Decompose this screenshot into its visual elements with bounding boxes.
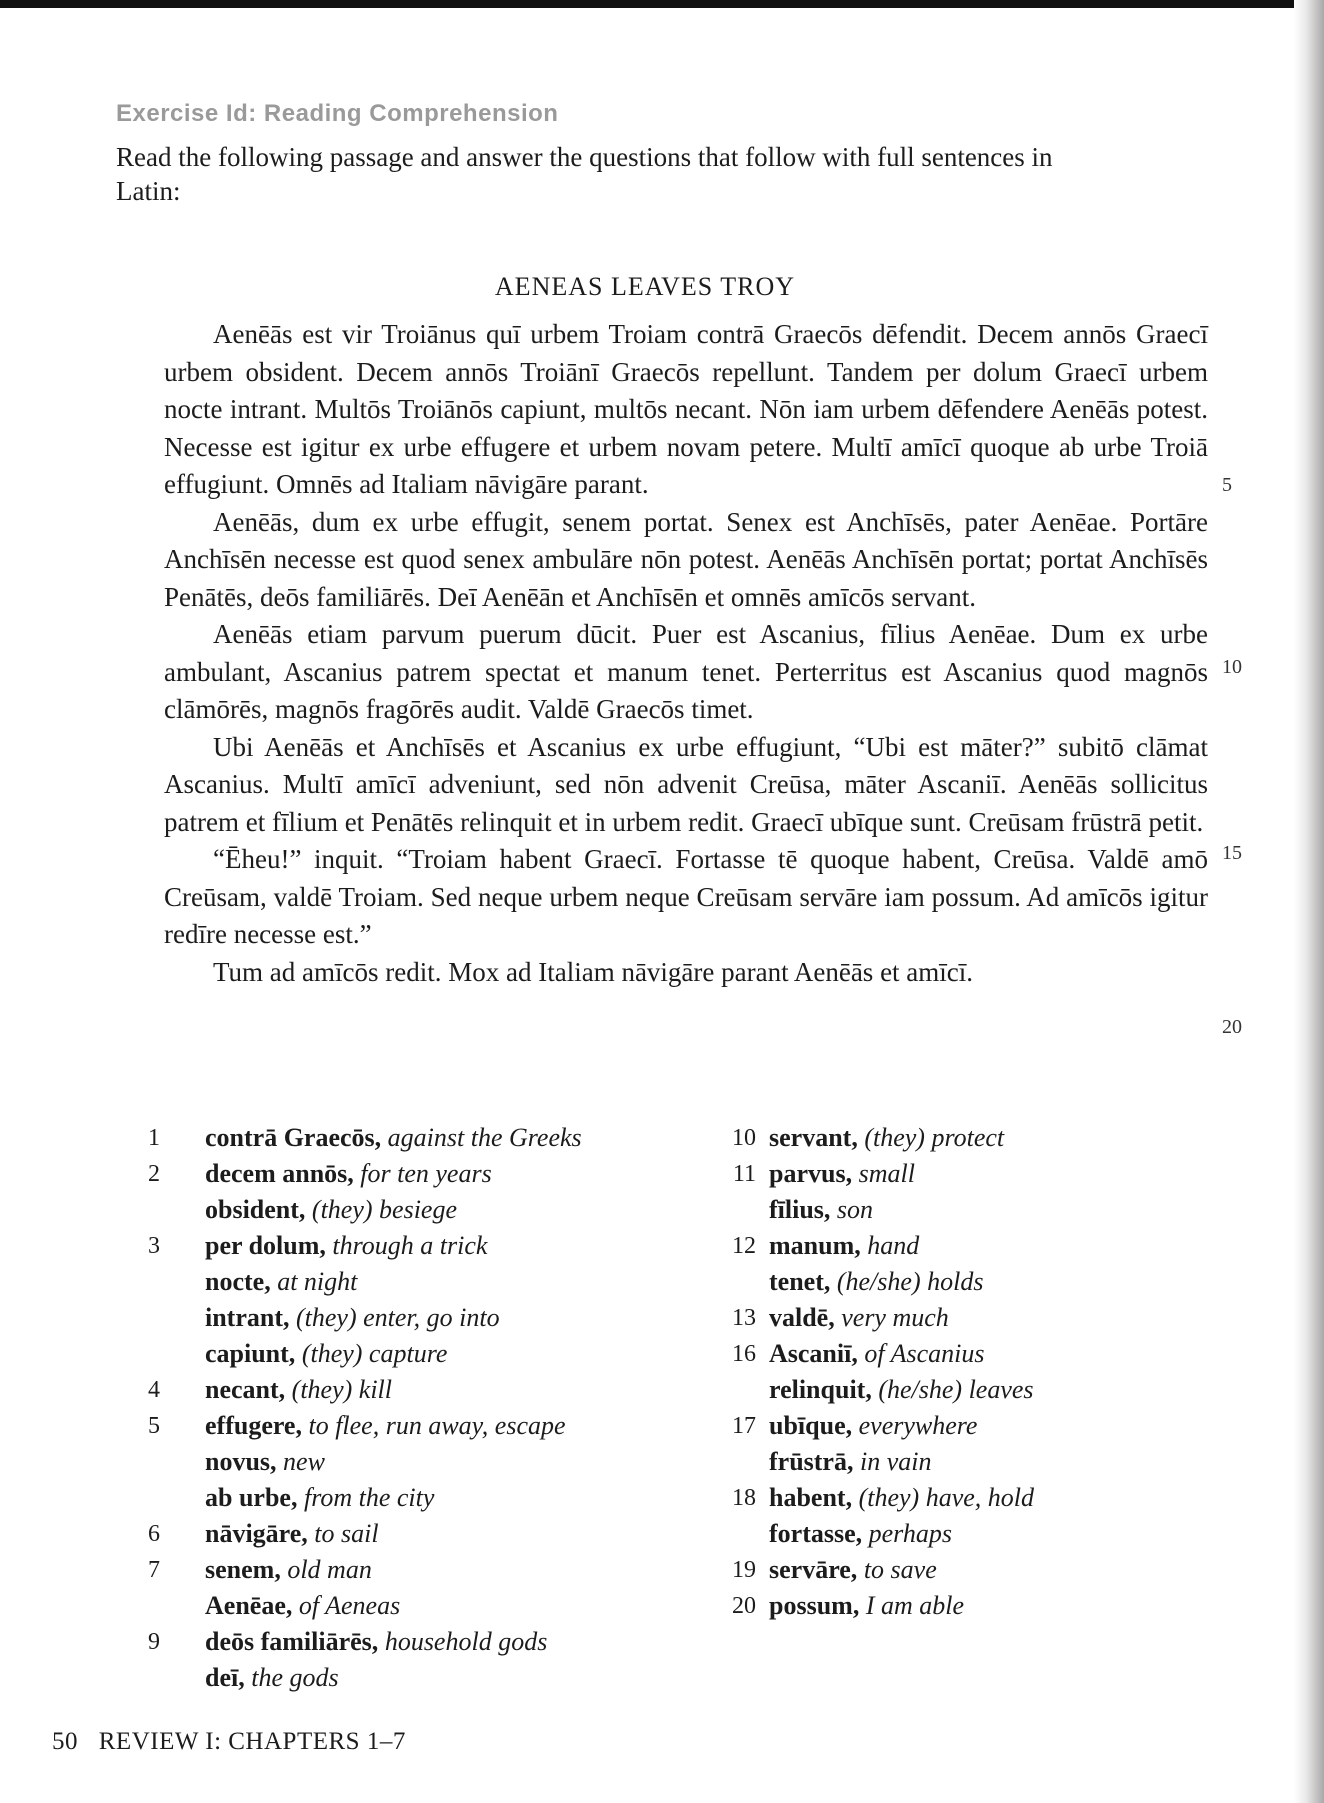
page-number: 50	[52, 1728, 78, 1755]
glossary-item	[205, 1588, 400, 1624]
glossary-term: nocte,	[205, 1267, 271, 1296]
glossary-item	[205, 1552, 400, 1588]
glossary-line-ref: 17	[732, 1413, 756, 1439]
glossary-meaning: new	[283, 1447, 325, 1476]
glossary-term: possum,	[769, 1591, 860, 1620]
glossary-terms	[769, 1228, 983, 1300]
glossary-terms	[769, 1300, 949, 1336]
glossary-terms	[769, 1588, 964, 1624]
glossary-meaning: very much	[841, 1303, 949, 1332]
glossary-item	[769, 1588, 964, 1624]
glossary-meaning: (he/she) holds	[836, 1267, 984, 1296]
glossary-item	[769, 1372, 1034, 1408]
glossary-meaning: (they) kill	[291, 1375, 393, 1404]
glossary-right-column	[712, 1120, 1232, 1624]
glossary-item	[205, 1192, 492, 1228]
glossary-meaning: to sail	[314, 1519, 379, 1548]
glossary-item	[205, 1480, 566, 1516]
glossary-line-ref: 3	[148, 1233, 160, 1259]
glossary-term: ubīque,	[769, 1411, 853, 1440]
glossary-line-ref: 11	[732, 1161, 756, 1187]
glossary-terms	[205, 1372, 392, 1408]
glossary-term: relinquit,	[769, 1375, 872, 1404]
glossary-entry	[712, 1480, 1232, 1552]
glossary-entry	[712, 1336, 1232, 1408]
glossary-meaning: at night	[277, 1267, 358, 1296]
glossary-meaning: (they) have, hold	[858, 1483, 1035, 1512]
glossary-meaning: against the Greeks	[387, 1123, 582, 1152]
page-footer	[52, 1728, 406, 1756]
glossary-meaning: (they) besiege	[311, 1195, 458, 1224]
glossary-term: obsident,	[205, 1195, 306, 1224]
glossary-meaning: (they) protect	[864, 1123, 1005, 1152]
glossary-entry	[712, 1588, 1232, 1624]
glossary-term: necant,	[205, 1375, 286, 1404]
passage-paragraph: Ubi Aenēās et Anchīsēs et Ascanius ex urbe effugiunt, “Ubi est māter?” subitō clāmat Ascanius. Multī amīcī adveniunt, sed nōn advenit Creūsa, māter Ascaniī. Aenēās sollicitus patrem et fīlium et Penātēs relinquit et in urbem redit. Graecī ubīque sunt. Creūsam frūstrā petit.	[164, 731, 1208, 837]
glossary-meaning: through a trick	[332, 1231, 488, 1260]
glossary-terms	[205, 1516, 379, 1552]
reading-passage	[164, 316, 1208, 991]
glossary-line-ref: 19	[732, 1557, 756, 1583]
glossary-term: tenet,	[769, 1267, 831, 1296]
glossary-term: contrā Graecōs,	[205, 1123, 382, 1152]
glossary-item	[205, 1516, 379, 1552]
passage-paragraph: Aenēās etiam parvum puerum dūcit. Puer est Ascanius, fīlius Aenēae. Dum ex urbe ambulant, Ascanius patrem spectat et manum tenet. Perterritus est Ascanius quod magnōs clāmōrēs, magnōs fragōrēs audit. Valdē Graecōs timet.	[164, 619, 1208, 724]
glossary-term: capiunt,	[205, 1339, 296, 1368]
glossary-item	[769, 1264, 983, 1300]
glossary-line-ref: 4	[148, 1377, 160, 1403]
glossary-item	[205, 1264, 500, 1300]
glossary-term: servāre,	[769, 1555, 858, 1584]
glossary-entry	[148, 1228, 708, 1372]
glossary-terms	[769, 1480, 1034, 1552]
glossary-term: intrant,	[205, 1303, 290, 1332]
glossary-terms	[769, 1552, 937, 1588]
glossary-term: fīlius,	[769, 1195, 831, 1224]
line-number: 5	[1222, 474, 1232, 496]
glossary-meaning: hand	[867, 1231, 920, 1260]
glossary-terms	[205, 1156, 492, 1228]
glossary-term: habent,	[769, 1483, 853, 1512]
glossary-term: effugere,	[205, 1411, 302, 1440]
glossary-line-ref: 16	[732, 1341, 756, 1367]
glossary-entry	[712, 1156, 1232, 1228]
glossary-entry	[148, 1408, 708, 1516]
line-number: 10	[1222, 656, 1242, 678]
glossary-line-ref: 10	[732, 1125, 756, 1151]
line-number: 15	[1222, 842, 1242, 864]
glossary-item	[205, 1156, 492, 1192]
glossary-meaning: from the city	[303, 1483, 435, 1512]
passage-title: AENEAS LEAVES TROY	[494, 272, 796, 301]
glossary-line-ref: 2	[148, 1161, 160, 1187]
glossary-term: novus,	[205, 1447, 277, 1476]
glossary-terms	[205, 1624, 547, 1696]
glossary-term: Aenēae,	[205, 1591, 293, 1620]
glossary-terms	[769, 1156, 915, 1228]
glossary-term: deōs familiārēs,	[205, 1627, 379, 1656]
passage-paragraph: “Ēheu!” inquit. “Troiam habent Graecī. Fortasse tē quoque habent, Creūsa. Valdē amō Creūsam, valdē Troiam. Sed neque urbem neque Creūsam servāre iam possum. Ad amīcōs igitur redīre necesse est.”	[164, 844, 1208, 949]
glossary-item	[205, 1300, 500, 1336]
passage-paragraph: Aenēās, dum ex urbe effugit, senem portat. Senex est Anchīsēs, pater Aenēae. Portāre Anchīsēn necesse est quod senex ambulāre nōn potest. Aenēās Anchīsēn portat; portat Anchīsēs Penātēs, deōs familiārēs. Deī Aenēān et Anchīsēn et omnēs amīcōs servant.	[164, 506, 1208, 612]
glossary-item	[205, 1660, 547, 1696]
glossary-item	[769, 1336, 1034, 1372]
glossary-entry	[148, 1372, 708, 1408]
glossary-line-ref: 12	[732, 1233, 756, 1259]
glossary-term: senem,	[205, 1555, 281, 1584]
glossary-terms	[205, 1408, 566, 1516]
glossary-item	[205, 1372, 392, 1408]
glossary-item	[769, 1444, 977, 1480]
glossary-meaning: (they) capture	[301, 1339, 448, 1368]
glossary-meaning: (they) enter, go into	[296, 1303, 500, 1332]
glossary-meaning: old man	[287, 1555, 372, 1584]
glossary-meaning: to save	[863, 1555, 937, 1584]
glossary-meaning: son	[836, 1195, 874, 1224]
glossary-left-column	[148, 1120, 708, 1696]
glossary-entry	[148, 1552, 708, 1624]
glossary-term: parvus,	[769, 1159, 853, 1188]
glossary-line-ref: 9	[148, 1629, 160, 1655]
glossary-meaning: for ten years	[360, 1159, 492, 1188]
glossary-entry	[148, 1624, 708, 1696]
glossary-item	[205, 1120, 582, 1156]
glossary-meaning: of Ascanius	[864, 1339, 985, 1368]
glossary-terms	[769, 1408, 977, 1480]
glossary-meaning: small	[858, 1159, 915, 1188]
glossary-term: frūstrā,	[769, 1447, 854, 1476]
glossary-item	[205, 1624, 547, 1660]
glossary-line-ref: 20	[732, 1593, 756, 1619]
glossary-item	[205, 1444, 566, 1480]
glossary-terms	[769, 1336, 1034, 1408]
exercise-instructions: Read the following passage and answer the questions that follow with full sentences in Latin:	[116, 142, 1053, 206]
glossary-terms	[205, 1228, 500, 1372]
glossary-term: valdē,	[769, 1303, 835, 1332]
glossary-term: deī,	[205, 1663, 245, 1692]
glossary-item	[769, 1120, 1004, 1156]
glossary-term: decem annōs,	[205, 1159, 354, 1188]
glossary-meaning: to flee, run away, escape	[308, 1411, 566, 1440]
glossary-item	[769, 1192, 915, 1228]
glossary-entry	[712, 1228, 1232, 1300]
glossary-term: per dolum,	[205, 1231, 326, 1260]
glossary-item	[769, 1480, 1034, 1516]
glossary-terms	[205, 1120, 582, 1156]
glossary-item	[205, 1336, 500, 1372]
glossary-entry	[148, 1156, 708, 1228]
exercise-heading: Exercise Id: Reading Comprehension	[116, 100, 559, 127]
glossary-meaning: the gods	[251, 1663, 339, 1692]
glossary-meaning: household gods	[384, 1627, 548, 1656]
glossary-terms	[205, 1552, 400, 1624]
running-footer-section: REVIEW I: CHAPTERS 1–7	[98, 1728, 406, 1755]
line-number: 20	[1222, 1016, 1242, 1038]
glossary-item	[769, 1228, 983, 1264]
passage-paragraph: Tum ad amīcōs redit. Mox ad Italiam nāvigāre parant Aenēās et amīcī.	[213, 956, 974, 987]
glossary-term: nāvigāre,	[205, 1519, 308, 1548]
glossary-entry	[712, 1552, 1232, 1588]
glossary-line-ref: 13	[732, 1305, 756, 1331]
glossary-item	[769, 1156, 915, 1192]
glossary-item	[769, 1516, 1034, 1552]
glossary-item	[769, 1300, 949, 1336]
glossary-item	[205, 1228, 500, 1264]
glossary-line-ref: 18	[732, 1485, 756, 1511]
glossary-meaning: everywhere	[858, 1411, 978, 1440]
glossary-item	[769, 1408, 977, 1444]
glossary-term: fortasse,	[769, 1519, 863, 1548]
glossary-item	[205, 1408, 566, 1444]
glossary-item	[769, 1552, 937, 1588]
glossary-meaning: perhaps	[868, 1519, 952, 1548]
glossary-term: Ascaniī,	[769, 1339, 858, 1368]
glossary-meaning: in vain	[859, 1447, 932, 1476]
glossary-term: manum,	[769, 1231, 861, 1260]
glossary-entry	[712, 1408, 1232, 1480]
glossary-entry	[148, 1120, 708, 1156]
glossary-line-ref: 6	[148, 1521, 160, 1547]
passage-paragraph: Aenēās est vir Troiānus quī urbem Troiam contrā Graecōs dēfendit. Decem annōs Graecī urbem obsident. Decem annōs Troiānī Graecōs repellunt. Tandem per dolum Graecī urbem nocte intrant. Multōs Troiānōs capiunt, multōs necant. Nōn iam urbem dēfendere Aenēās potest. Necesse est igitur ex urbe effugere et urbem novam petere. Multī amīcī quoque ab urbe Troiā effugiunt. Omnēs ad Italiam nāvigāre parant.	[164, 319, 1208, 499]
glossary-term: servant,	[769, 1123, 858, 1152]
glossary-meaning: I am able	[865, 1591, 965, 1620]
glossary-entry	[712, 1120, 1232, 1156]
glossary-term: ab urbe,	[205, 1483, 298, 1512]
glossary-line-ref: 1	[148, 1125, 160, 1151]
glossary-entry	[148, 1516, 708, 1552]
page-edge-shadow	[1294, 0, 1324, 1803]
glossary-line-ref: 5	[148, 1413, 160, 1439]
glossary-meaning: of Aeneas	[298, 1591, 401, 1620]
glossary-entry	[712, 1300, 1232, 1336]
glossary-line-ref: 7	[148, 1557, 160, 1583]
glossary-meaning: (he/she) leaves	[878, 1375, 1034, 1404]
glossary-terms	[769, 1120, 1004, 1156]
